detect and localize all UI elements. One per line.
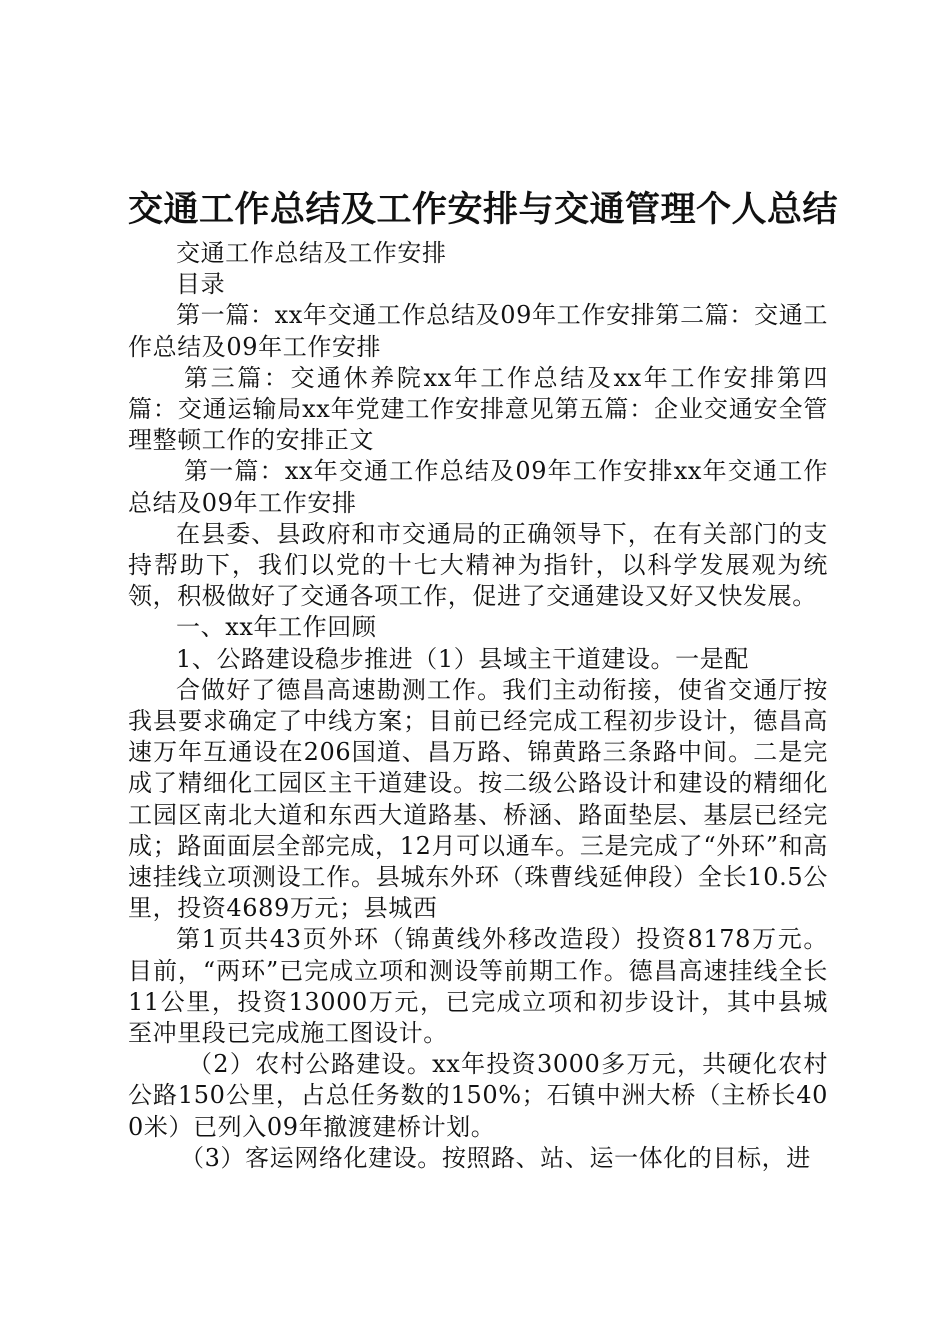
body-paragraph: 在县委、县政府和市交通局的正确领导下，在有关部门的支持帮助下，我们以党的十七大精神为指针，以科学发展观为统领，积极做好了交通各项工作，促进了交通建设又好又快发展。 — [128, 519, 828, 611]
body-paragraph: （2）农村公路建设。xx年投资3000多万元，共硬化农村公路150公里，占总任务数的150%；石镇中洲大桥（主桥长400米）已列入09年撤渡建桥计划。 — [128, 1050, 828, 1141]
body-paragraph: 合做好了德昌高速勘测工作。我们主动衔接，使省交通厅按我县要求确定了中线方案；目前已经完成工程初步设计，德昌高速万年互通设在206国道、昌万路、锦黄路三条路中间。二是完成了精细化工园区主干道建设。按二级公路设计和建设的精细化工园区南北大道和东西大道路基、桥涵、路面垫层、基层已经完成；路面面层全部完成，12月可以通车。三是完成了“外环”和高速挂线立项测设工作。县城东外环（珠曹线延伸段）全长10.5公里，投资4689万元；县城西 — [128, 675, 828, 923]
section-heading-paragraph: 一、xx年工作回顾 — [176, 613, 377, 642]
body-paragraph: （3）客运网络化建设。按照路、站、运一体化的目标，进 — [180, 1143, 811, 1172]
body-paragraph-with-page-marker: 第1页共43页外环（锦黄线外移改造段）投资8178万元。目前，“两环”已完成立项和测设等前期工作。德昌高速挂线全长11公里，投资13000万元，已完成立项和初步设计，其中县城至冲里段已完成施工图设计。 — [128, 925, 828, 1048]
document-body — [128, 238, 828, 1174]
document-title: 交通工作总结及工作安排与交通管理个人总结 — [128, 189, 839, 230]
toc-entry-paragraph: 第一篇：xx年交通工作总结及09年工作安排第二篇：交通工作总结及09年工作安排 — [128, 301, 828, 361]
body-paragraph: 1、公路建设稳步推进（1）县域主干道建设。一是配 — [176, 644, 749, 673]
toc-heading: 目录 — [176, 270, 226, 299]
subtitle-paragraph: 交通工作总结及工作安排 — [176, 239, 447, 267]
section-heading-paragraph: 第一篇：xx年交通工作总结及09年工作安排xx年交通工作总结及09年工作安排 — [128, 457, 828, 517]
toc-entry-paragraph: 第三篇：交通休养院xx年工作总结及xx年工作安排第四篇：交通运输局xx年党建工作安排意见第五篇：企业交通安全管理整顿工作的安排正文 — [128, 363, 828, 455]
